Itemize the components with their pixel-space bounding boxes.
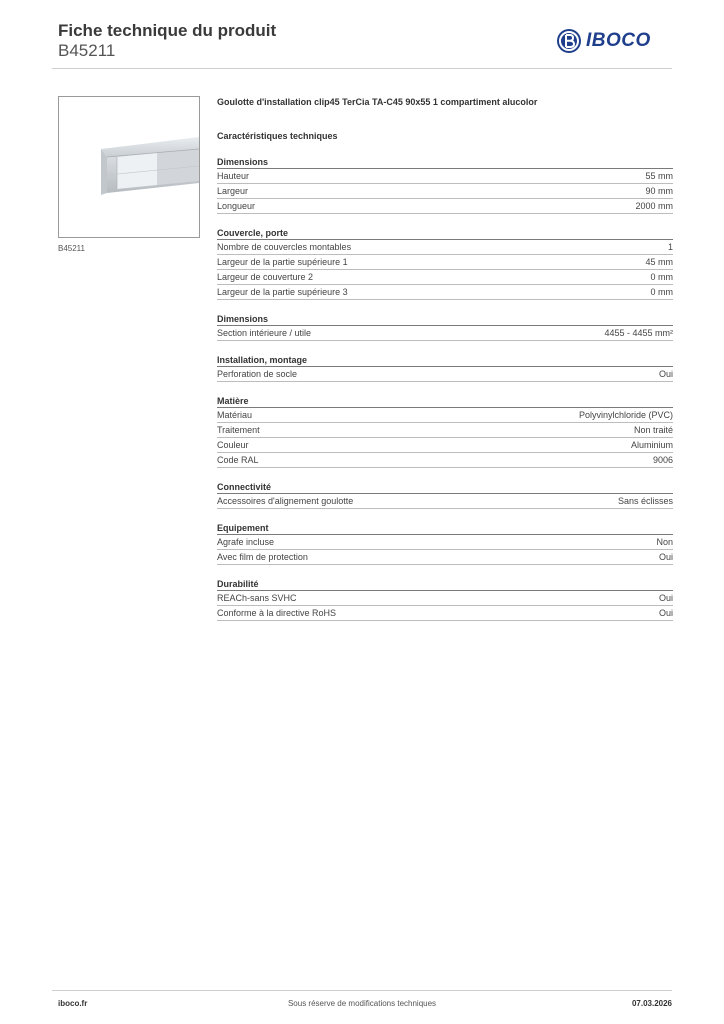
section-title: Matière bbox=[217, 395, 673, 408]
spec-label: Nombre de couvercles montables bbox=[217, 242, 352, 252]
section-title: Durabilité bbox=[217, 578, 673, 591]
spec-value: 45 mm bbox=[645, 257, 673, 267]
section-dimensions-2 bbox=[217, 313, 673, 341]
spec-value: 0 mm bbox=[650, 287, 673, 297]
spec-value: 2000 mm bbox=[635, 201, 673, 211]
product-photo bbox=[58, 96, 200, 238]
spec-value: Oui bbox=[658, 608, 673, 618]
photo-caption: B45211 bbox=[58, 244, 85, 253]
spec-row bbox=[217, 453, 673, 468]
spec-row bbox=[217, 270, 673, 285]
spec-label: Traitement bbox=[217, 425, 260, 435]
spec-value: Non traité bbox=[633, 425, 673, 435]
spec-value: Aluminium bbox=[630, 440, 673, 450]
spec-value: 4455 - 4455 mm² bbox=[604, 328, 673, 338]
page-header bbox=[58, 21, 276, 61]
section-durability bbox=[217, 578, 673, 621]
spec-row bbox=[217, 438, 673, 453]
product-code: B45211 bbox=[58, 41, 116, 60]
spec-label: REACh-sans SVHC bbox=[217, 593, 297, 603]
section-dimensions bbox=[217, 156, 673, 214]
section-material bbox=[217, 395, 673, 468]
spec-label: Perforation de socle bbox=[217, 369, 298, 379]
spec-label: Section intérieure / utile bbox=[217, 328, 312, 338]
section-title: Dimensions bbox=[217, 156, 673, 169]
cable-trunking-image bbox=[59, 97, 199, 237]
spec-row bbox=[217, 169, 673, 184]
spec-row bbox=[217, 423, 673, 438]
section-equipment bbox=[217, 522, 673, 565]
spec-label: Largeur de couverture 2 bbox=[217, 272, 314, 282]
spec-row bbox=[217, 591, 673, 606]
brand-name: IBOCO bbox=[586, 30, 651, 51]
spec-row bbox=[217, 199, 673, 214]
section-title: Connectivité bbox=[217, 481, 673, 494]
page-title: Fiche technique du produit bbox=[58, 21, 277, 40]
section-installation bbox=[217, 354, 673, 382]
spec-value: Oui bbox=[658, 552, 673, 562]
spec-label: Avec film de protection bbox=[217, 552, 308, 562]
spec-row bbox=[217, 240, 673, 255]
footer-site-link[interactable]: iboco.fr bbox=[58, 999, 88, 1008]
spec-label: Hauteur bbox=[217, 171, 250, 181]
spec-label: Largeur de la partie supérieure 3 bbox=[217, 287, 348, 297]
section-cover bbox=[217, 227, 673, 300]
spec-label: Agrafe incluse bbox=[217, 537, 275, 547]
tech-heading: Caractéristiques techniques bbox=[217, 131, 338, 141]
iboco-logo-icon bbox=[556, 28, 582, 54]
spec-value: Oui bbox=[658, 593, 673, 603]
spec-row bbox=[217, 606, 673, 621]
section-title: Installation, montage bbox=[217, 354, 673, 367]
spec-label: Matériau bbox=[217, 410, 253, 420]
section-title: Equipement bbox=[217, 522, 673, 535]
spec-label: Code RAL bbox=[217, 455, 259, 465]
header-divider bbox=[52, 68, 672, 69]
spec-label: Couleur bbox=[217, 440, 249, 450]
spec-label: Conforme à la directive RoHS bbox=[217, 608, 337, 618]
spec-row bbox=[217, 255, 673, 270]
spec-value: 90 mm bbox=[645, 186, 673, 196]
spec-value: 55 mm bbox=[645, 171, 673, 181]
spec-label: Largeur bbox=[217, 186, 249, 196]
spec-value: 9006 bbox=[652, 455, 673, 465]
spec-row bbox=[217, 550, 673, 565]
footer-notice: Sous réserve de modifications techniques bbox=[287, 999, 437, 1008]
spec-row bbox=[217, 285, 673, 300]
spec-value: 1 bbox=[667, 242, 673, 252]
spec-value: Oui bbox=[658, 369, 673, 379]
spec-value: Sans éclisses bbox=[617, 496, 673, 506]
spec-row bbox=[217, 184, 673, 199]
spec-row bbox=[217, 535, 673, 550]
spec-value: Non bbox=[656, 537, 673, 547]
footer-divider bbox=[52, 990, 672, 991]
spec-label: Largeur de la partie supérieure 1 bbox=[217, 257, 348, 267]
product-title: Goulotte d'installation clip45 TerCia TA-C45 90x55 1 compartiment alucolor bbox=[217, 97, 538, 107]
spec-row bbox=[217, 367, 673, 382]
spec-row bbox=[217, 408, 673, 423]
spec-label: Longueur bbox=[217, 201, 256, 211]
spec-label: Accessoires d'alignement goulotte bbox=[217, 496, 354, 506]
spec-value: Polyvinylchloride (PVC) bbox=[578, 410, 673, 420]
spec-row bbox=[217, 494, 673, 509]
spec-content bbox=[217, 96, 673, 621]
brand-logo[interactable] bbox=[556, 28, 651, 54]
section-title: Dimensions bbox=[217, 313, 673, 326]
spec-value: 0 mm bbox=[650, 272, 673, 282]
section-connectivity bbox=[217, 481, 673, 509]
footer-date: 07.03.2026 bbox=[631, 999, 672, 1008]
spec-row bbox=[217, 326, 673, 341]
section-title: Couvercle, porte bbox=[217, 227, 673, 240]
